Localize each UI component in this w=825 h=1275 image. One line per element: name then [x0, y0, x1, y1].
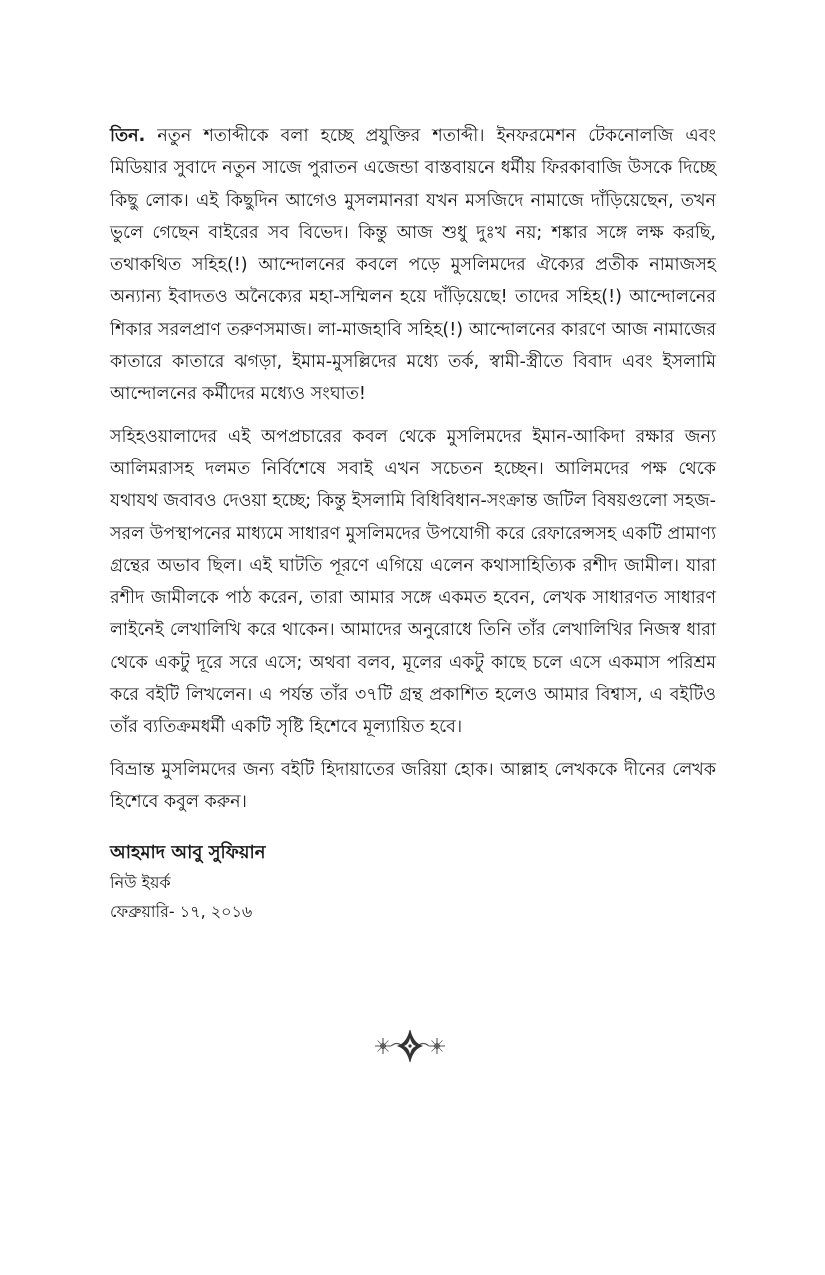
paragraph-1-text: নতুন শতাব্দীকে বলা হচ্ছে প্রযুক্তির শতাব্দী। ইনফরমেশন টেকনোলজি এবং মিডিয়ার সুবাদে নতুন সাজে পুরাতন এজেন্ডা বাস্তবায়নে ধর্মীয় ফিরকাবাজি উসকে দিচ্ছে কিছু লোক। এই কিছুদিন আগেও মুসলমানরা যখন মসজিদে নামাজে দাঁড়িয়েছেন, তখন ভুলে গেছেন বাইরের সব বিভেদ। কিন্তু আজ শুধু দুঃখ নয়; শঙ্কার সঙ্গে লক্ষ করছি, তথাকথিত সহিহ(!) আন্দোলনের কবলে পড়ে মুসলিমদের ঐক্যের প্রতীক নামাজসহ অন্যান্য ইবাদতও অনৈক্যের মহা-সম্মিলন হয়ে দাঁড়িয়েছে! তাদের সহিহ(!) আন্দোলনের শিকার সরলপ্রাণ তরুণসমাজ। লা-মাজহাবি সহিহ(!) আন্দোলনের কারণে আজ নামাজের কাতারে কাতারে ঝগড়া, ইমাম-মুসল্লিদের মধ্যে তর্ক, স্বামী-স্ত্রীতে বিবাদ এবং ইসলামি আন্দোলনের কর্মীদের মধ্যেও সংঘাত! [110, 126, 716, 405]
diamond-star-ornament-icon [360, 1024, 460, 1068]
body-text [110, 120, 716, 926]
author-location: নিউ ইয়র্ক [110, 873, 171, 893]
paragraph-3: বিভ্রান্ত মুসলিমদের জন্য বইটি হিদায়াতের জরিয়া হোক। আল্লাহ লেখককে দীনের লেখক হিশেবে কবুল করুন। [110, 759, 716, 812]
signature-date: ফেব্রুয়ারি- ১৭, ২০১৬ [110, 902, 253, 922]
paragraph-1 [110, 120, 716, 411]
signature-block [110, 838, 716, 926]
paragraph-2: সহিহওয়ালাদের এই অপপ্রচারের কবল থেকে মুসলিমদের ইমান-আকিদা রক্ষার জন্য আলিমরাসহ দলমত নির্বিশেষে সবাই এখন সচেতন হচ্ছেন। আলিমদের পক্ষ থেকে যথাযথ জবাবও দেওয়া হচ্ছে; কিন্তু ইসলামি বিধিবিধান-সংক্রান্ত জটিল বিষয়গুলো সহজ-সরল উপস্থাপনের মাধ্যমে সাধারণ মুসলিমদের উপযোগী করে রেফারেন্সসহ একটি প্রামাণ্য গ্রন্থের অভাব ছিল। এই ঘাটতি পূরণে এগিয়ে এলেন কথাসাহিত্যিক রশীদ জামীল। যারা রশীদ জামীলকে পাঠ করেন, তারা আমার সঙ্গে একমত হবেন, লেখক সাধারণত সাধারণ লাইনেই লেখালিখি করে থাকেন। আমাদের অনুরোধে তিনি তাঁর লেখালিখির নিজস্ব ধারা থেকে একটু দূরে সরে এসে; অথবা বলব, মূলের একটু কাছে চলে এসে একমাস পরিশ্রম করে বইটি লিখলেন। এ পর্যন্ত তাঁর ৩৭টি গ্রন্থ প্রকাশিত হলেও আমার বিশ্বাস, এ বইটিও তাঁর ব্যতিক্রমধর্মী একটি সৃষ্টি হিশেবে মূল্যায়িত হবে। [110, 426, 717, 738]
section-number: তিন. [110, 126, 146, 146]
author-name: আহমাদ আবু সুফিয়ান [110, 842, 266, 864]
